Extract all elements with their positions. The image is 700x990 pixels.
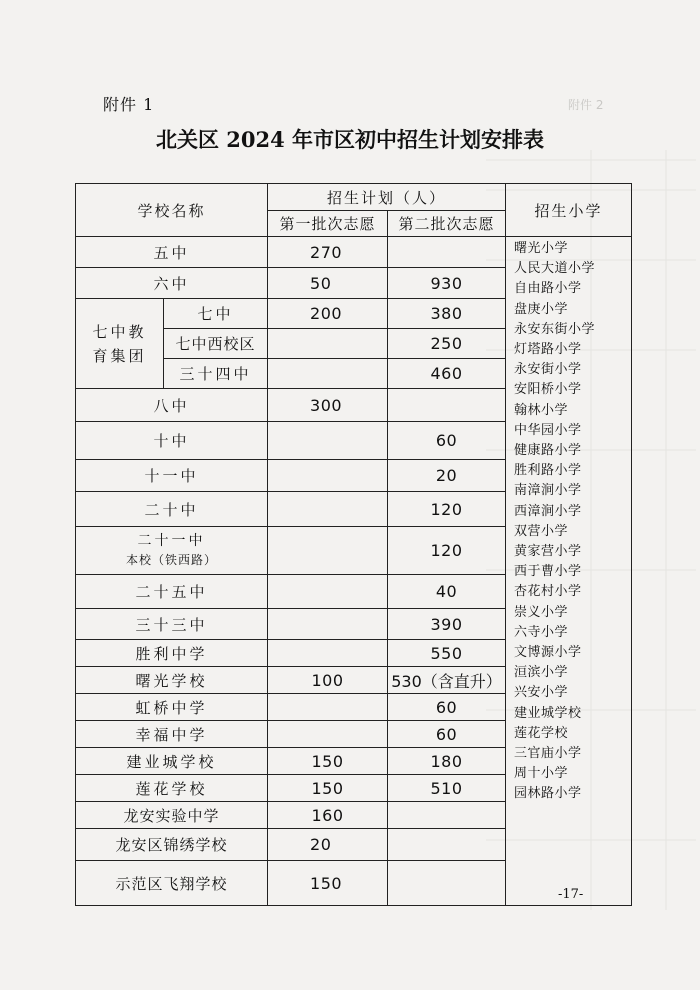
first-batch-value: 200	[268, 299, 388, 329]
school-name: 三十三中	[76, 609, 268, 640]
list-item: 文博源小学	[514, 645, 582, 661]
second-batch-value: 930	[388, 268, 506, 299]
school-name: 二十一中	[137, 532, 206, 549]
second-batch-value: 60	[388, 694, 506, 721]
list-item: 灯塔路小学	[514, 342, 582, 358]
school-name: 三十四中	[164, 359, 268, 389]
school-name: 十中	[76, 422, 268, 460]
primary-school-list	[514, 239, 631, 805]
school-name-cell	[76, 527, 268, 575]
list-item: 安阳桥小学	[514, 382, 582, 398]
header-school-name: 学校名称	[76, 184, 268, 237]
list-item: 盘庚小学	[514, 301, 569, 317]
list-item: 莲花学校	[514, 725, 569, 741]
second-batch-value	[388, 389, 506, 422]
second-batch-value	[388, 829, 506, 861]
second-batch-value: 60	[388, 422, 506, 460]
first-batch-value	[268, 422, 388, 460]
list-item: 永安街小学	[514, 362, 582, 378]
first-batch-value: 150	[268, 861, 388, 906]
list-item: 翰林小学	[514, 402, 569, 418]
list-item: 曙光小学	[514, 241, 569, 256]
second-batch-value: 460	[388, 359, 506, 389]
list-item: 杏花村小学	[514, 584, 582, 600]
list-item: 黄家营小学	[514, 544, 582, 560]
school-name: 曙光学校	[76, 667, 268, 694]
list-item: 西于曹小学	[514, 564, 582, 580]
school-name: 莲花学校	[76, 775, 268, 802]
first-batch-value	[268, 359, 388, 389]
second-batch-value: 20	[388, 460, 506, 492]
list-item: 西漳涧小学	[514, 503, 582, 519]
second-batch-value: 530（含直升）	[388, 667, 506, 694]
second-batch-value: 120	[388, 527, 506, 575]
school-name: 七中	[164, 299, 268, 329]
list-item: 人民大道小学	[514, 261, 596, 277]
first-batch-value: 50	[268, 268, 388, 299]
school-name: 二十中	[76, 492, 268, 527]
second-batch-value	[388, 802, 506, 829]
second-batch-value: 510	[388, 775, 506, 802]
first-batch-value	[268, 460, 388, 492]
list-item: 周十小学	[514, 766, 569, 782]
first-batch-value	[268, 640, 388, 667]
list-item: 建业城学校	[514, 705, 582, 721]
header-row	[76, 184, 632, 211]
first-batch-value: 150	[268, 775, 388, 802]
page-title: 北关区 2024 年市区初中招生计划安排表	[155, 127, 545, 152]
second-batch-value: 550	[388, 640, 506, 667]
list-item: 南漳涧小学	[514, 483, 582, 499]
school-campus-note: 本校（铁西路）	[126, 552, 218, 567]
list-item: 健康路小学	[514, 443, 582, 459]
second-batch-value: 380	[388, 299, 506, 329]
school-name: 龙安区锦绣学校	[76, 829, 268, 861]
second-batch-value: 60	[388, 721, 506, 748]
second-batch-value: 120	[388, 492, 506, 527]
school-name: 示范区飞翔学校	[76, 861, 268, 906]
second-batch-value	[388, 861, 506, 906]
list-item: 三官庙小学	[514, 746, 582, 762]
primary-school-list-cell	[506, 237, 632, 906]
first-batch-value	[268, 575, 388, 609]
list-item: 中华园小学	[514, 422, 582, 438]
list-item: 自由路小学	[514, 281, 582, 297]
list-item: 园林路小学	[514, 786, 582, 802]
second-batch-value	[388, 237, 506, 268]
first-batch-value: 160	[268, 802, 388, 829]
list-item: 胜利路小学	[514, 463, 582, 479]
bleed-through-text: 附件 2	[568, 98, 604, 112]
school-name: 八中	[76, 389, 268, 422]
attachment-label: 附件 1	[103, 95, 155, 114]
list-item: 洹滨小学	[514, 665, 569, 681]
first-batch-value	[268, 527, 388, 575]
list-item: 六寺小学	[514, 624, 569, 640]
first-batch-value	[268, 329, 388, 359]
school-name: 二十五中	[76, 575, 268, 609]
second-batch-value: 390	[388, 609, 506, 640]
first-batch-value: 100	[268, 667, 388, 694]
list-item: 双营小学	[514, 523, 569, 539]
first-batch-value	[268, 694, 388, 721]
first-batch-value: 20	[268, 829, 388, 861]
enrollment-plan-table	[75, 183, 632, 906]
first-batch-value	[268, 492, 388, 527]
table-row	[76, 237, 632, 268]
school-name: 五中	[76, 237, 268, 268]
school-group-name	[76, 299, 164, 389]
school-group-label: 七中教育集团	[92, 322, 147, 365]
first-batch-value: 270	[268, 237, 388, 268]
first-batch-value	[268, 609, 388, 640]
list-item: 崇义小学	[514, 604, 569, 620]
school-name: 十一中	[76, 460, 268, 492]
header-first-batch: 第一批次志愿	[268, 211, 388, 237]
school-name: 虹桥中学	[76, 694, 268, 721]
second-batch-value: 40	[388, 575, 506, 609]
page-number: -17-	[558, 887, 584, 902]
school-name: 建业城学校	[76, 748, 268, 775]
school-name: 幸福中学	[76, 721, 268, 748]
first-batch-value: 150	[268, 748, 388, 775]
school-name: 六中	[76, 268, 268, 299]
school-name: 胜利中学	[76, 640, 268, 667]
school-name: 龙安实验中学	[76, 802, 268, 829]
school-name: 七中西校区	[164, 329, 268, 359]
list-item: 兴安小学	[514, 685, 569, 701]
header-primary-schools: 招生小学	[506, 184, 632, 237]
list-item: 永安东街小学	[514, 321, 596, 337]
header-second-batch: 第二批次志愿	[388, 211, 506, 237]
second-batch-value: 250	[388, 329, 506, 359]
header-plan: 招生计划（人）	[268, 184, 506, 211]
second-batch-value: 180	[388, 748, 506, 775]
first-batch-value	[268, 721, 388, 748]
first-batch-value: 300	[268, 389, 388, 422]
